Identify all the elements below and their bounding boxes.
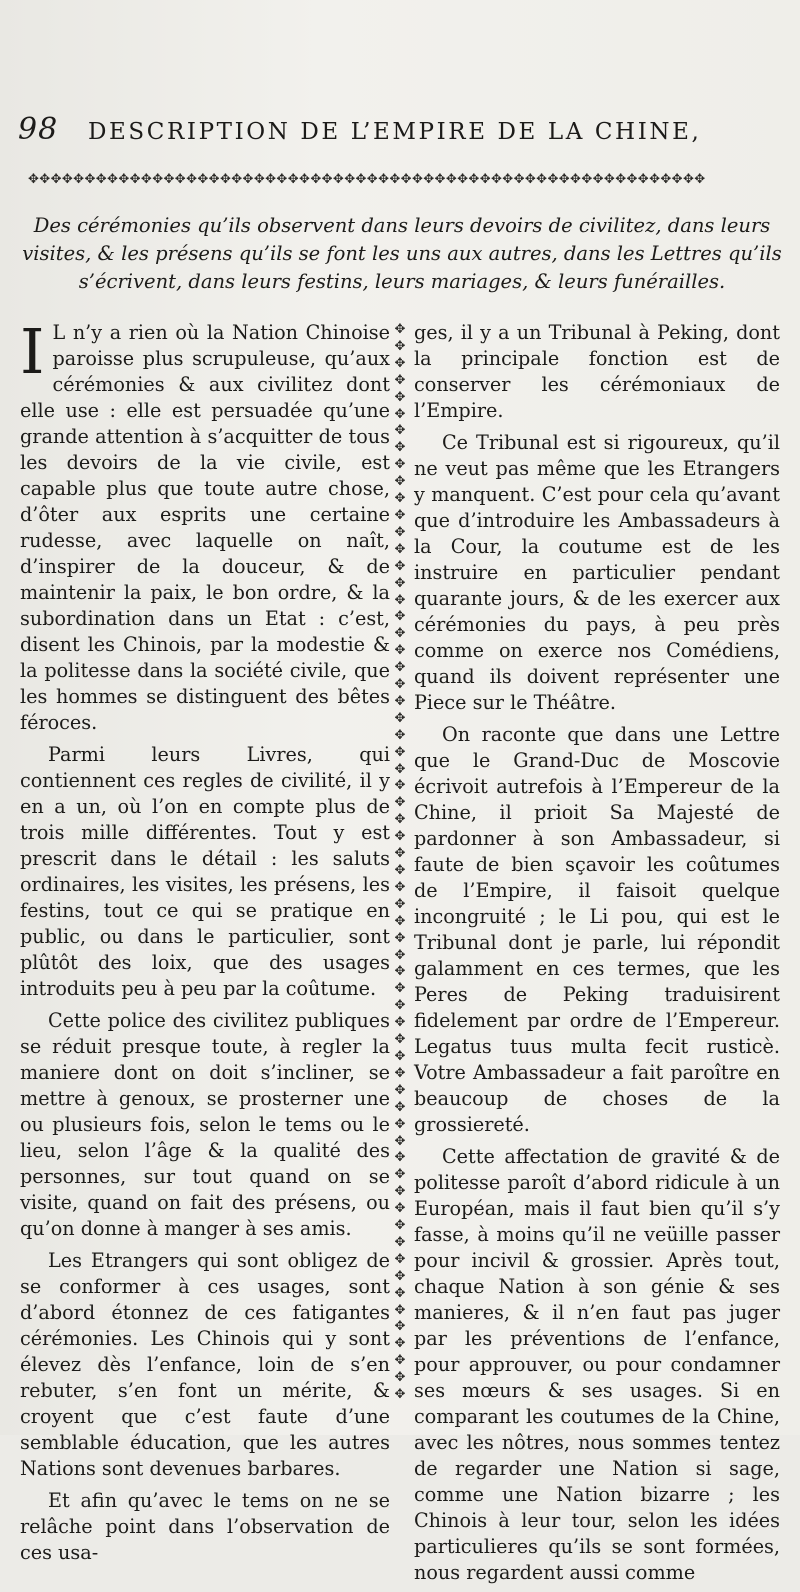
column-divider-ornament: ✥✥✥✥✥✥✥✥✥✥✥✥✥✥✥✥✥✥✥✥✥✥✥✥✥✥✥✥✥✥✥✥✥✥✥✥✥✥✥✥✥✥✥✥✥✥✥✥✥✥✥✥✥✥✥✥✥✥✥✥✥✥✥✥ <box>394 322 406 1403</box>
right-column <box>414 320 780 1592</box>
drop-cap: I <box>20 315 45 388</box>
paragraph-text: L n’y a rien où la Nation Chinoise paroisse plus scrupuleuse, qu’aux cérémonies & aux civilitez dont elle use : elle est persuadée qu’une grande attention à s’acquitter de tous les devoirs de la vie civile, est capable plus que toute autre chose, d’ôter aux esprits une certaine rudesse, avec laquelle on naît, d’inspirer de la douceur, & de maintenir la paix, le bon ordre, & la subordination dans un Etat : c’est, disent les Chinois, par la modestie & la politesse dans la société civile, que les hommes se distinguent des bêtes féroces. <box>20 321 390 734</box>
running-title: DESCRIPTION DE L’EMPIRE DE LA CHINE, <box>88 119 702 145</box>
paragraph: Cette affectation de gravité & de politesse paroît d’abord ridicule à un Européan, mais il faut bien qu’il s’y fasse, à moins qu’il ne veüille passer pour incivil & grossier. Après tout, chaque Nation à son génie & ses manieres, & il n’en faut pas juger par les préventions de l’enfance, pour approuver, ou pour condamner ses mœurs & ses usages. Si en comparant les coutumes de la Chine, avec les nôtres, nous sommes tentez de regarder une Nation si sage, comme une Nation bizarre ; les Chinois à leur tour, selon les idées particulieres qu’ils se sont formées, nous regardent aussi comme <box>414 1145 780 1584</box>
page-number: 98 <box>18 112 59 147</box>
paragraph: Et afin qu’avec le tems on ne se relâche point dans l’observation de ces usa- <box>20 1489 390 1564</box>
paragraph: Parmi leurs Livres, qui contiennent ces regles de civilité, il y en a un, où l’on en compte plus de trois mille différentes. Tout y est prescrit dans le détail : les saluts ordinaires, les visites, les présens, les festins, tout ce qui se pratique en public, ou dans le particulier, sont plûtôt des loix, que des usages introduits peu à peu par la coûtume. <box>20 743 390 1000</box>
page-header <box>18 112 778 152</box>
paragraph: Les Etrangers qui sont obligez de se conformer à ces usages, sont d’abord étonnez de ces fatigantes cérémonies. Les Chinois qui y sont élevez dès l’enfance, loin de s’en rebuter, s’en font un mérite, & croyent que c’est faute d’une semblable éducation, que les autres Nations sont devenues barbares. <box>20 1249 390 1480</box>
paragraph: Ce Tribunal est si rigoureux, qu’il ne veut pas même que les Etrangers y manquent. C’est pour cela qu’avant que d’introduire les Ambassadeurs à la Cour, la coutume est de les instruire en particulier pendant quarante jours, & de les exercer aux cérémonies du pays, à peu près comme on exerce nos Comédiens, quand ils doivent représenter une Piece sur le Théâtre. <box>414 431 780 714</box>
paragraph: On raconte que dans une Lettre que le Grand-Duc de Moscovie écrivoit autrefois à l’Empereur de la Chine, il prioit Sa Majesté de pardonner à son Ambassadeur, si faute de bien sçavoir les coûtumes de l’Empire, il faisoit quelque incongruité ; le Li pou, qui est le Tribunal dont je parle, lui répondit galamment en ces termes, que les Peres de Peking traduisirent fidelement par ordre de l’Empereur. Legatus tuus multa fecit rusticè. Votre Ambassadeur a fait paroître en beaucoup de choses de la grossiereté. <box>414 723 780 1136</box>
chapter-heading: Des cérémonies qu’ils observent dans leurs devoirs de civilitez, dans leurs visites, & les présens qu’ils se font les uns aux autres, dans les Lettres qu’ils s’écrivent, dans leurs festins, leurs mariages, & leurs funérailles. <box>22 214 782 293</box>
paragraph: Cette police des civilitez publiques se réduit presque toute, à regler la maniere dont on doit s’incliner, se mettre à genoux, se prosterner une ou plusieurs fois, selon le tems ou le lieu, selon l’âge & la qualité des personnes, sur tout quand on se visite, quand on fait des présens, ou qu’on donne à manger à ses amis. <box>20 1009 390 1240</box>
left-column <box>20 315 390 1572</box>
paragraph: ges, il y a un Tribunal à Peking, dont la principale fonction est de conserver les cérémoniaux de l’Empire. <box>414 321 780 422</box>
paragraph <box>20 315 390 736</box>
ornamental-rule: ✥✥✥✥✥✥✥✥✥✥✥✥✥✥✥✥✥✥✥✥✥✥✥✥✥✥✥✥✥✥✥✥✥✥✥✥✥✥✥✥✥✥✥✥✥✥✥✥✥✥✥✥✥✥✥✥✥✥✥✥ <box>28 172 706 187</box>
